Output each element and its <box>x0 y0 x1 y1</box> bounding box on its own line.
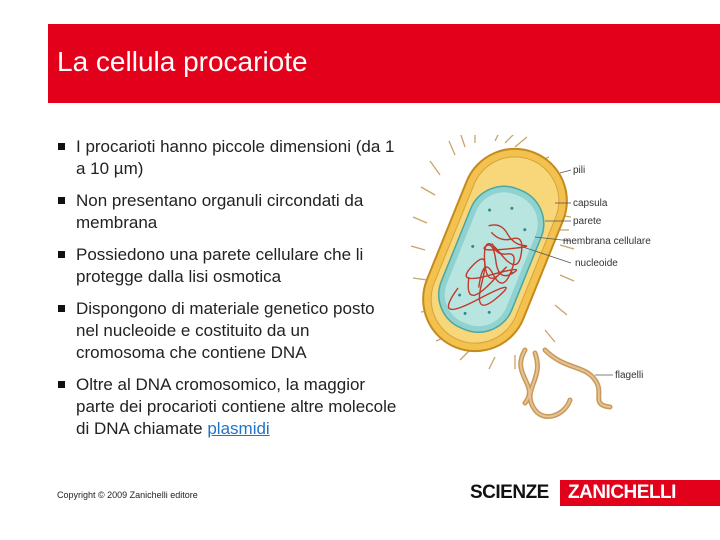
label-parete: parete <box>573 216 602 227</box>
label-capsula: capsula <box>573 198 608 209</box>
bullet-item <box>58 136 398 180</box>
bullet-item <box>58 244 398 288</box>
bullet-square-icon <box>58 305 65 312</box>
bullet-item <box>58 298 398 364</box>
zanichelli-logo <box>470 480 720 506</box>
slide-title: La cellula procariote <box>57 46 308 77</box>
bullet-text <box>76 374 398 440</box>
bullet-item <box>58 374 398 440</box>
bullet-square-icon <box>58 251 65 258</box>
bullet-square-icon <box>58 143 65 150</box>
label-flagelli: flagelli <box>615 370 644 381</box>
label-pili: pili <box>573 165 586 176</box>
bullet-item <box>58 190 398 234</box>
bullet-text: Dispongono di materiale genetico posto nel nucleoide e costituito da un cromosoma che contiene DNA <box>76 299 375 362</box>
bullet-text: Possiedono una parete cellulare che li protegge dalla lisi osmotica <box>76 245 364 286</box>
bullet-square-icon <box>58 381 65 388</box>
label-nucleoide: nucleoide <box>575 258 618 269</box>
bullet-text: Non presentano organuli circondati da membrana <box>76 191 364 232</box>
logo-zanichelli: ZANICHELLI <box>560 480 720 506</box>
logo-scienze: SCIENZE <box>470 480 556 506</box>
bacterium-illustration <box>395 135 695 425</box>
bullet-list <box>58 136 398 440</box>
title-bar <box>48 24 720 103</box>
cell-body <box>407 135 582 367</box>
label-membrana: membrana cellulare <box>563 236 651 247</box>
bullet-text-main: Oltre al DNA cromosomico, la maggior parte dei procarioti contiene altre molecole di DNA chiamate <box>76 375 397 438</box>
copyright: Copyright © 2009 Zanichelli editore <box>57 490 198 500</box>
plasmidi-link[interactable]: plasmidi <box>207 419 270 438</box>
bullet-square-icon <box>58 197 65 204</box>
bullet-text: I procarioti hanno piccole dimensioni (da 1 a 10 µm) <box>76 137 395 178</box>
